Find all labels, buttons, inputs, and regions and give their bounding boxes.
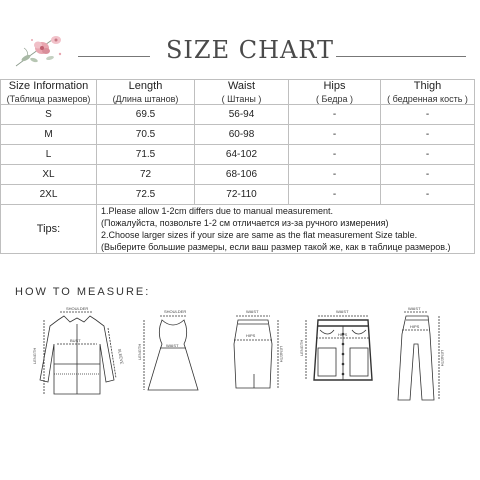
table-row [1,105,475,125]
mini-skirt-diagram-icon [298,304,388,400]
dress-diagram-icon [138,304,208,400]
length-label: LENGTH [32,347,37,364]
tip-line: 2.Choose larger sizes if your size are same as the flat measurement Size table. [101,230,418,240]
thigh-cell: - [381,105,475,125]
bust-label: BUST [70,338,81,343]
waist-cell: 64-102 [195,145,289,165]
table-header-row [1,80,475,105]
tips-label: Tips: [1,205,97,254]
size-cell: L [1,145,97,165]
hips-cell: - [289,105,381,125]
header-cell: Hips ( Бедра ) [289,80,381,105]
length-label: LENGTH [137,343,142,360]
shoulder-label: SHOULDER [164,309,187,314]
flower-decoration-icon [12,30,70,72]
length-cell: 70.5 [97,125,195,145]
thigh-cell: - [381,165,475,185]
table-row [1,185,475,205]
size-table [0,79,475,254]
waist-cell: 60-98 [195,125,289,145]
header-cell: Length (Длина штанов) [97,80,195,105]
thigh-cell: - [381,125,475,145]
thigh-cell: - [381,145,475,165]
table-row [1,165,475,185]
shoulder-label: SHOULDER [66,306,89,311]
title-rule-right [336,56,466,57]
length-cell: 72 [97,165,195,185]
jacket-diagram-icon [30,304,126,400]
page-title: SIZE CHART [165,36,335,64]
header-cell: Thigh ( бедренная кость ) [381,80,475,105]
thigh-cell: - [381,185,475,205]
header-cell: Size Information (Таблица размеров) [1,80,97,105]
size-cell: S [1,105,97,125]
waist-label: WAIST [166,343,179,348]
length-label: LENGTH [440,350,445,367]
header-cell: Waist ( Штаны ) [195,80,289,105]
hips-label: HIPS [246,333,256,338]
pants-diagram-icon [392,304,444,404]
hips-cell: - [289,165,381,185]
header [0,0,480,78]
hips-cell: - [289,145,381,165]
length-label: LENGTH [279,346,284,363]
sleeve-label: SLEEVE [117,348,125,365]
length-cell: 69.5 [97,105,195,125]
length-label: LENGTH [299,339,304,356]
hips-label: HIPS [410,324,420,329]
pencil-skirt-diagram-icon [224,304,284,400]
waist-label: WAIST [336,309,349,314]
waist-cell: 68-106 [195,165,289,185]
waist-label: WAIST [246,309,259,314]
tips-row [1,205,475,254]
hips-cell: - [289,185,381,205]
title-rule-left [78,56,150,57]
table-row [1,125,475,145]
size-cell: M [1,125,97,145]
length-cell: 71.5 [97,145,195,165]
size-cell: 2XL [1,185,97,205]
hips-cell: - [289,125,381,145]
waist-label: WAIST [408,306,421,311]
tip-line: (Выберите большие размеры, если ваш размер такой же, как в таблице размеров.) [101,242,451,252]
length-cell: 72.5 [97,185,195,205]
waist-cell: 56-94 [195,105,289,125]
tips-text [97,205,475,254]
measurement-diagrams [0,300,480,470]
tip-line: 1.Please allow 1-2cm differs due to manual measurement. [101,206,333,216]
table-row [1,145,475,165]
size-cell: XL [1,165,97,185]
tip-line: (Пожалуйста, позвольте 1-2 см отличается из-за ручного измерения) [101,218,389,228]
waist-cell: 72-110 [195,185,289,205]
hips-label: HIPS [338,332,348,337]
how-to-measure-title: HOW TO MEASURE: [15,286,151,298]
